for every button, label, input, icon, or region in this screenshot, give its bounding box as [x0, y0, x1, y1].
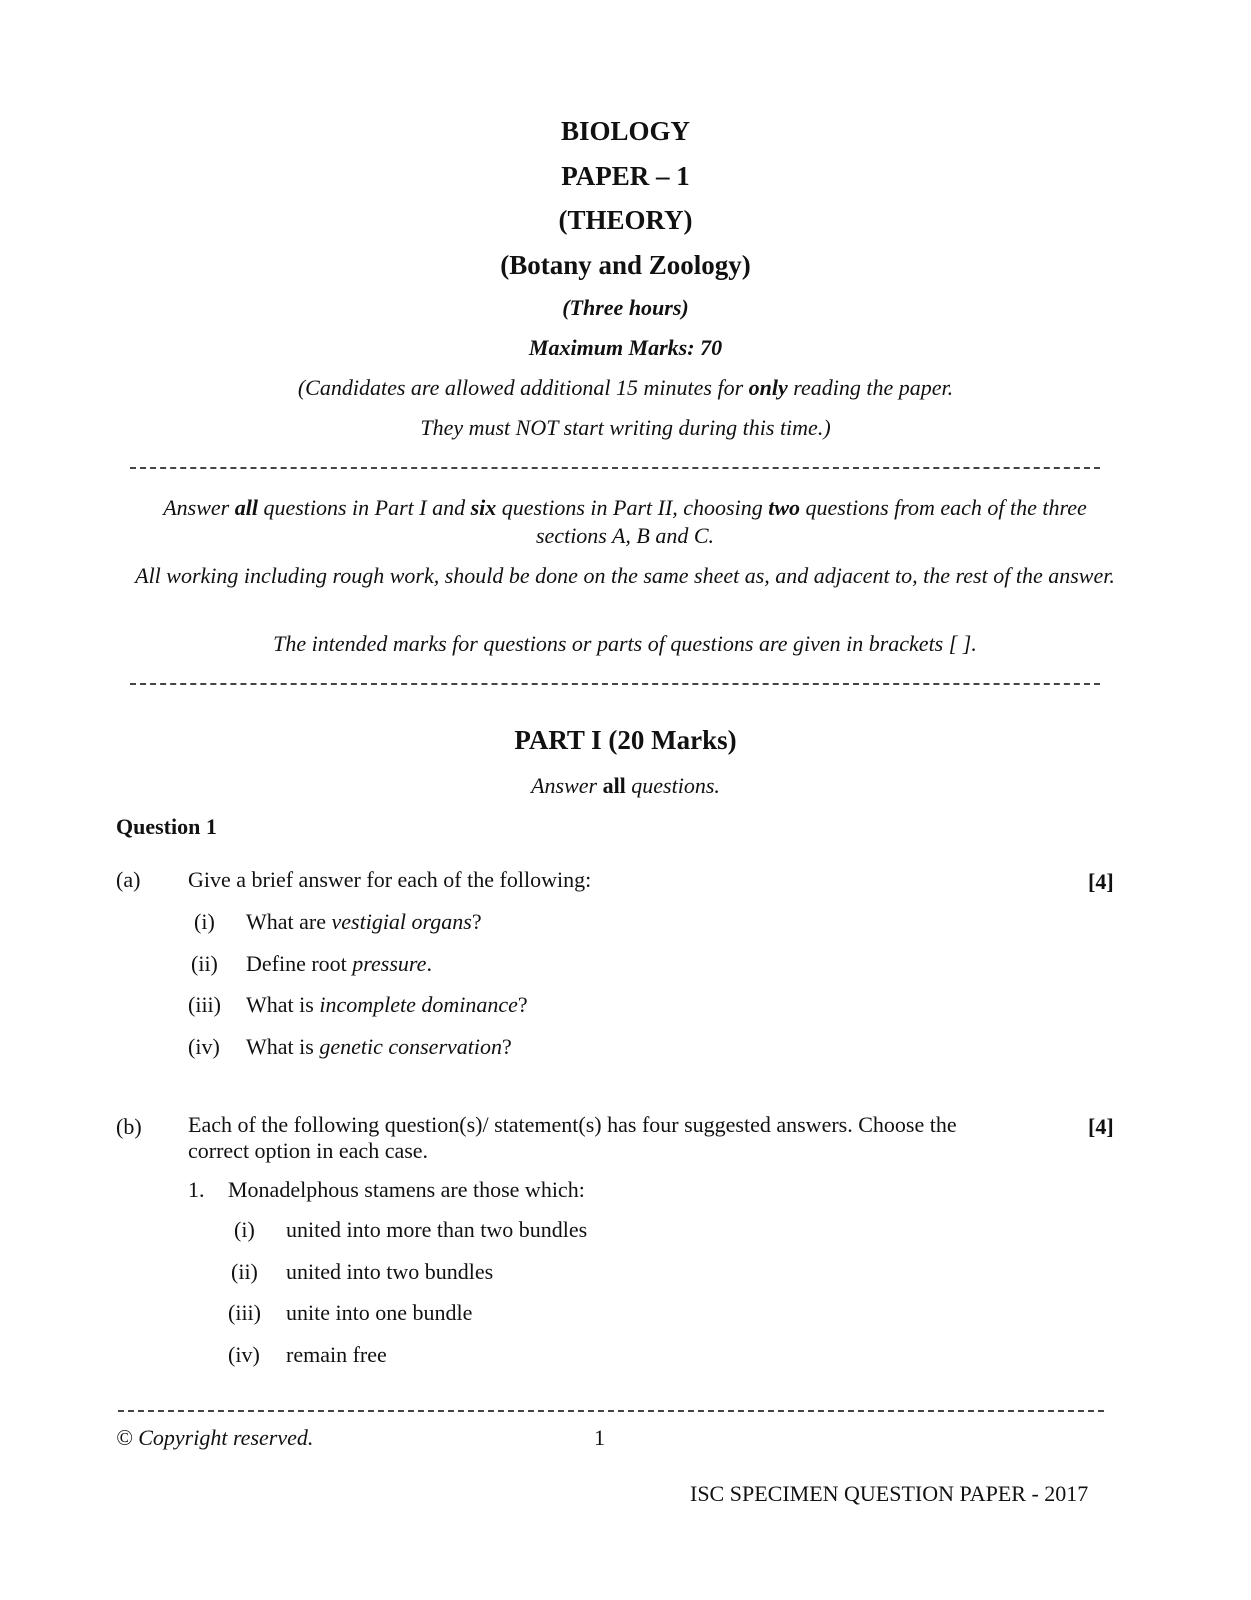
option-text: united into more than two bundles [286, 1217, 588, 1242]
part-b-label: (b) [116, 1114, 142, 1139]
list-item: What is genetic conservation? [246, 1034, 512, 1059]
list-item: What is incomplete dominance? [246, 992, 528, 1017]
reading-time-note: (Candidates are allowed additional 15 minutes for only reading the paper. [297, 375, 954, 400]
option-text: unite into one bundle [286, 1300, 473, 1325]
question-title: Question 1 [116, 814, 217, 839]
paper-type: (THEORY) [558, 205, 693, 235]
divider-bottom [130, 683, 1100, 685]
instruction-2: All working including rough work, should be done on the same sheet as, and adjacent to, the rest of the answer. [135, 563, 1115, 588]
divider-top [130, 467, 1100, 469]
option-number: (iv) [228, 1342, 260, 1367]
list-item-number: (iii) [188, 992, 221, 1017]
list-item: Define root pressure. [246, 951, 432, 976]
mcq-question: Monadelphous stamens are those which: [228, 1177, 585, 1202]
page-number: 1 [594, 1425, 605, 1450]
list-item-number: (ii) [191, 951, 218, 976]
instruction-1: Answer all questions in Part I and six questions in Part II, choosing two questions from each of the three sections A, B and C. [163, 495, 1087, 548]
max-marks: Maximum Marks: 70 [528, 335, 723, 360]
copyright-notice: © Copyright reserved. [116, 1425, 314, 1450]
paper-branches: (Botany and Zoology) [500, 250, 751, 280]
reading-time-note-line2: They must NOT start writing during this time.) [420, 415, 831, 440]
paper-id: ISC SPECIMEN QUESTION PAPER - 2017 [690, 1481, 1089, 1506]
list-item-number: (i) [194, 909, 215, 934]
option-text: united into two bundles [286, 1259, 494, 1284]
part-a-label: (a) [116, 867, 141, 892]
part-subtitle: Answer all questions. [531, 773, 720, 798]
list-item-number: (iv) [188, 1034, 220, 1059]
part-b-marks: [4] [1088, 1114, 1114, 1139]
part-a-marks: [4] [1088, 869, 1114, 894]
paper-title: PAPER – 1 [561, 161, 690, 191]
part-title: PART I (20 Marks) [514, 725, 737, 755]
mcq-number: 1. [188, 1177, 205, 1202]
part-b-text-line2: correct option in each case. [188, 1138, 429, 1163]
part-b-text-line1: Each of the following question(s)/ statement(s) has four suggested answers. Choose the [188, 1112, 957, 1137]
option-number: (ii) [231, 1259, 258, 1284]
duration: (Three hours) [562, 295, 689, 320]
instruction-3: The intended marks for questions or parts of questions are given in brackets [ ]. [273, 631, 977, 656]
option-number: (iii) [228, 1300, 261, 1325]
option-text: remain free [286, 1342, 387, 1367]
footer-divider [118, 1410, 1104, 1412]
part-a-text: Give a brief answer for each of the following: [188, 867, 592, 892]
subject-title: BIOLOGY [560, 116, 691, 146]
list-item: What are vestigial organs? [246, 909, 482, 934]
option-number: (i) [234, 1217, 255, 1242]
